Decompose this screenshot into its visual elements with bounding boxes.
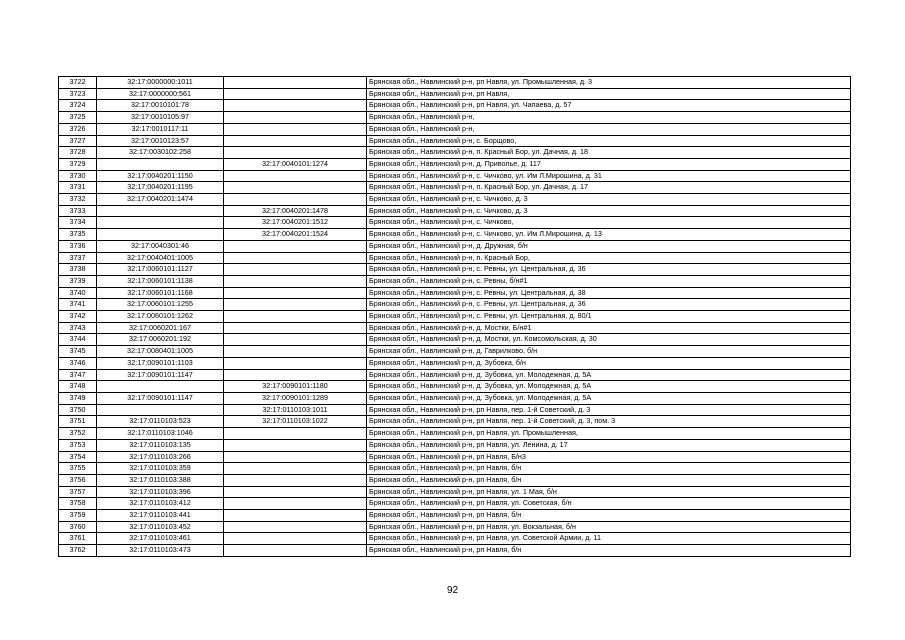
related-cadastral-number-cell bbox=[224, 287, 367, 299]
table-row bbox=[59, 217, 851, 229]
row-number-cell: 3739 bbox=[59, 275, 97, 287]
cadastral-number-cell bbox=[97, 217, 224, 229]
address-cell: Брянская обл., Навлинский р-н, с. Борщово, bbox=[367, 135, 851, 147]
table-row bbox=[59, 135, 851, 147]
table-row bbox=[59, 369, 851, 381]
related-cadastral-number-cell bbox=[224, 346, 367, 358]
related-cadastral-number-cell bbox=[224, 510, 367, 522]
table-row bbox=[59, 147, 851, 159]
table-row bbox=[59, 439, 851, 451]
table-row bbox=[59, 416, 851, 428]
address-cell: Брянская обл., Навлинский р-н, рп Навля, ул. 1 Мая, б/н bbox=[367, 486, 851, 498]
property-registry-table bbox=[58, 76, 851, 557]
row-number-cell: 3760 bbox=[59, 521, 97, 533]
table-row bbox=[59, 334, 851, 346]
table-row bbox=[59, 299, 851, 311]
related-cadastral-number-cell bbox=[224, 194, 367, 206]
cadastral-number-cell: 32:17:0060101:1255 bbox=[97, 299, 224, 311]
related-cadastral-number-cell bbox=[224, 123, 367, 135]
row-number-cell: 3731 bbox=[59, 182, 97, 194]
address-cell: Брянская обл., Навлинский р-н, рп Навля, пер. 1-й Советский, д. 3, пом. 3 bbox=[367, 416, 851, 428]
row-number-cell: 3725 bbox=[59, 112, 97, 124]
related-cadastral-number-cell bbox=[224, 322, 367, 334]
address-cell: Брянская обл., Навлинский р-н, д. Зубовка, ул. Молодежная, д. 5А bbox=[367, 381, 851, 393]
table-row bbox=[59, 451, 851, 463]
related-cadastral-number-cell bbox=[224, 545, 367, 557]
related-cadastral-number-cell bbox=[224, 334, 367, 346]
row-number-cell: 3745 bbox=[59, 346, 97, 358]
related-cadastral-number-cell bbox=[224, 264, 367, 276]
table-row bbox=[59, 287, 851, 299]
row-number-cell: 3734 bbox=[59, 217, 97, 229]
address-cell: Брянская обл., Навлинский р-н, д. Зубовка, б/н bbox=[367, 357, 851, 369]
table-row bbox=[59, 486, 851, 498]
cadastral-number-cell bbox=[97, 381, 224, 393]
related-cadastral-number-cell: 32:17:0090101:1289 bbox=[224, 392, 367, 404]
cadastral-number-cell bbox=[97, 404, 224, 416]
cadastral-number-cell: 32:17:0040201:1150 bbox=[97, 170, 224, 182]
address-cell: Брянская обл., Навлинский р-н, с. Ревны, ул. Центральная, д. 80/1 bbox=[367, 311, 851, 323]
related-cadastral-number-cell bbox=[224, 486, 367, 498]
cadastral-number-cell: 32:17:0110103:359 bbox=[97, 463, 224, 475]
row-number-cell: 3758 bbox=[59, 498, 97, 510]
related-cadastral-number-cell bbox=[224, 428, 367, 440]
address-cell: Брянская обл., Навлинский р-н, п. Красный Бор, ул. Дачная, д. 18 bbox=[367, 147, 851, 159]
row-number-cell: 3761 bbox=[59, 533, 97, 545]
cadastral-number-cell: 32:17:0110103:412 bbox=[97, 498, 224, 510]
address-cell: Брянская обл., Навлинский р-н, д. Гаврилково, б/н bbox=[367, 346, 851, 358]
row-number-cell: 3752 bbox=[59, 428, 97, 440]
address-cell: Брянская обл., Навлинский р-н, рп Навля, ул. Чапаева, д. 57 bbox=[367, 100, 851, 112]
table-row bbox=[59, 88, 851, 100]
cadastral-number-cell: 32:17:0110103:135 bbox=[97, 439, 224, 451]
related-cadastral-number-cell: 32:17:0040101:1274 bbox=[224, 158, 367, 170]
table-row bbox=[59, 357, 851, 369]
cadastral-number-cell: 32:17:0010105:97 bbox=[97, 112, 224, 124]
related-cadastral-number-cell bbox=[224, 439, 367, 451]
cadastral-number-cell: 32:17:0110103:523 bbox=[97, 416, 224, 428]
table-row bbox=[59, 182, 851, 194]
table-row bbox=[59, 510, 851, 522]
address-cell: Брянская обл., Навлинский р-н, рп Навля, ул. Вокзальная, б/н bbox=[367, 521, 851, 533]
related-cadastral-number-cell: 32:17:0110103:1011 bbox=[224, 404, 367, 416]
row-number-cell: 3733 bbox=[59, 205, 97, 217]
table-row bbox=[59, 346, 851, 358]
cadastral-number-cell: 32:17:0010123:57 bbox=[97, 135, 224, 147]
related-cadastral-number-cell bbox=[224, 463, 367, 475]
cadastral-number-cell: 32:17:0000000:561 bbox=[97, 88, 224, 100]
address-cell: Брянская обл., Навлинский р-н, рп Навля, ул. Промышленная, д. 3 bbox=[367, 77, 851, 89]
row-number-cell: 3762 bbox=[59, 545, 97, 557]
table-row bbox=[59, 474, 851, 486]
row-number-cell: 3724 bbox=[59, 100, 97, 112]
address-cell: Брянская обл., Навлинский р-н, рп Навля, ул. Промышленная, bbox=[367, 428, 851, 440]
address-cell: Брянская обл., Навлинский р-н, с. Чичково, ул. Им Л.Мирошина, д. 31 bbox=[367, 170, 851, 182]
table-row bbox=[59, 229, 851, 241]
row-number-cell: 3755 bbox=[59, 463, 97, 475]
address-cell: Брянская обл., Навлинский р-н, рп Навля, б/н bbox=[367, 545, 851, 557]
address-cell: Брянская обл., Навлинский р-н, рп Навля, б/н bbox=[367, 463, 851, 475]
table-row bbox=[59, 322, 851, 334]
row-number-cell: 3742 bbox=[59, 311, 97, 323]
row-number-cell: 3743 bbox=[59, 322, 97, 334]
cadastral-number-cell: 32:17:0090101:1147 bbox=[97, 392, 224, 404]
cadastral-number-cell: 32:17:0060201:192 bbox=[97, 334, 224, 346]
page-number: 92 bbox=[446, 585, 459, 596]
row-number-cell: 3753 bbox=[59, 439, 97, 451]
table-row bbox=[59, 205, 851, 217]
cadastral-number-cell: 32:17:0010101:78 bbox=[97, 100, 224, 112]
address-cell: Брянская обл., Навлинский р-н, д. Мостки, ул. Комсомольская, д. 30 bbox=[367, 334, 851, 346]
address-cell: Брянская обл., Навлинский р-н, с. Ревны, б/н#1 bbox=[367, 275, 851, 287]
row-number-cell: 3736 bbox=[59, 240, 97, 252]
table-row bbox=[59, 100, 851, 112]
related-cadastral-number-cell bbox=[224, 521, 367, 533]
address-cell: Брянская обл., Навлинский р-н, с. Чичково, ул. Им Л.Мирошина, д. 13 bbox=[367, 229, 851, 241]
row-number-cell: 3729 bbox=[59, 158, 97, 170]
table-row bbox=[59, 392, 851, 404]
address-cell: Брянская обл., Навлинский р-н, д. Дружная, б/н bbox=[367, 240, 851, 252]
cadastral-number-cell bbox=[97, 229, 224, 241]
related-cadastral-number-cell: 32:17:0040201:1512 bbox=[224, 217, 367, 229]
cadastral-number-cell: 32:17:0060101:1127 bbox=[97, 264, 224, 276]
address-cell: Брянская обл., Навлинский р-н, с. Чичково, bbox=[367, 217, 851, 229]
table-row bbox=[59, 77, 851, 89]
row-number-cell: 3748 bbox=[59, 381, 97, 393]
table-row bbox=[59, 404, 851, 416]
cadastral-number-cell bbox=[97, 205, 224, 217]
address-cell: Брянская обл., Навлинский р-н, д. Зубовка, ул. Молодежная, д. 5А bbox=[367, 369, 851, 381]
related-cadastral-number-cell bbox=[224, 112, 367, 124]
cadastral-number-cell: 32:17:0110103:388 bbox=[97, 474, 224, 486]
row-number-cell: 3738 bbox=[59, 264, 97, 276]
cadastral-number-cell: 32:17:0110103:396 bbox=[97, 486, 224, 498]
table-row bbox=[59, 252, 851, 264]
cadastral-number-cell: 32:17:0060101:1262 bbox=[97, 311, 224, 323]
related-cadastral-number-cell bbox=[224, 147, 367, 159]
row-number-cell: 3747 bbox=[59, 369, 97, 381]
cadastral-number-cell: 32:17:0090101:1147 bbox=[97, 369, 224, 381]
related-cadastral-number-cell: 32:17:0090101:1180 bbox=[224, 381, 367, 393]
address-cell: Брянская обл., Навлинский р-н, рп Навля, б/н bbox=[367, 510, 851, 522]
address-cell: Брянская обл., Навлинский р-н, рп Навля, ул. Советская, б/н bbox=[367, 498, 851, 510]
row-number-cell: 3728 bbox=[59, 147, 97, 159]
table-row bbox=[59, 158, 851, 170]
address-cell: Брянская обл., Навлинский р-н, bbox=[367, 123, 851, 135]
table-row bbox=[59, 194, 851, 206]
table-row bbox=[59, 428, 851, 440]
related-cadastral-number-cell bbox=[224, 498, 367, 510]
table-row bbox=[59, 311, 851, 323]
row-number-cell: 3757 bbox=[59, 486, 97, 498]
table-row bbox=[59, 112, 851, 124]
cadastral-number-cell: 32:17:0110103:452 bbox=[97, 521, 224, 533]
related-cadastral-number-cell bbox=[224, 474, 367, 486]
address-cell: Брянская обл., Навлинский р-н, п. Красный Бор, bbox=[367, 252, 851, 264]
address-cell: Брянская обл., Навлинский р-н, п. Красный Бор, ул. Дачная, д. 17 bbox=[367, 182, 851, 194]
table-row bbox=[59, 545, 851, 557]
related-cadastral-number-cell bbox=[224, 135, 367, 147]
related-cadastral-number-cell bbox=[224, 275, 367, 287]
related-cadastral-number-cell bbox=[224, 299, 367, 311]
address-cell: Брянская обл., Навлинский р-н, д. Мостки, Б/н#1 bbox=[367, 322, 851, 334]
address-cell: Брянская обл., Навлинский р-н, рп Навля, пер. 1-й Советский, д. 3 bbox=[367, 404, 851, 416]
row-number-cell: 3741 bbox=[59, 299, 97, 311]
row-number-cell: 3746 bbox=[59, 357, 97, 369]
address-cell: Брянская обл., Навлинский р-н, рп Навля, bbox=[367, 88, 851, 100]
row-number-cell: 3740 bbox=[59, 287, 97, 299]
address-cell: Брянская обл., Навлинский р-н, с. Чичково, д. 3 bbox=[367, 205, 851, 217]
related-cadastral-number-cell: 32:17:0040201:1524 bbox=[224, 229, 367, 241]
address-cell: Брянская обл., Навлинский р-н, рп Навля, ул. Советской Армии, д. 11 bbox=[367, 533, 851, 545]
related-cadastral-number-cell bbox=[224, 451, 367, 463]
address-cell: Брянская обл., Навлинский р-н, с. Чичково, д. 3 bbox=[367, 194, 851, 206]
address-cell: Брянская обл., Навлинский р-н, д. Приволье, д. 117 bbox=[367, 158, 851, 170]
table-row bbox=[59, 463, 851, 475]
table-body bbox=[59, 77, 851, 557]
related-cadastral-number-cell bbox=[224, 533, 367, 545]
row-number-cell: 3749 bbox=[59, 392, 97, 404]
row-number-cell: 3759 bbox=[59, 510, 97, 522]
address-cell: Брянская обл., Навлинский р-н, рп Навля, ул. Ленина, д. 17 bbox=[367, 439, 851, 451]
related-cadastral-number-cell: 32:17:0110103:1022 bbox=[224, 416, 367, 428]
cadastral-number-cell: 32:17:0110103:461 bbox=[97, 533, 224, 545]
related-cadastral-number-cell bbox=[224, 100, 367, 112]
row-number-cell: 3727 bbox=[59, 135, 97, 147]
cadastral-number-cell: 32:17:0000000:1011 bbox=[97, 77, 224, 89]
address-cell: Брянская обл., Навлинский р-н, с. Ревны, ул. Центральная, д. 38 bbox=[367, 287, 851, 299]
table-row bbox=[59, 123, 851, 135]
cadastral-number-cell: 32:17:0110103:473 bbox=[97, 545, 224, 557]
related-cadastral-number-cell bbox=[224, 240, 367, 252]
cadastral-number-cell: 32:17:0010117:11 bbox=[97, 123, 224, 135]
table-row bbox=[59, 240, 851, 252]
related-cadastral-number-cell bbox=[224, 369, 367, 381]
address-cell: Брянская обл., Навлинский р-н, с. Ревны, ул. Центральная, д. 36 bbox=[367, 299, 851, 311]
table-row bbox=[59, 275, 851, 287]
address-cell: Брянская обл., Навлинский р-н, bbox=[367, 112, 851, 124]
cadastral-number-cell: 32:17:0040201:1195 bbox=[97, 182, 224, 194]
cadastral-number-cell: 32:17:0060101:1138 bbox=[97, 275, 224, 287]
related-cadastral-number-cell bbox=[224, 357, 367, 369]
cadastral-number-cell: 32:17:0060101:1168 bbox=[97, 287, 224, 299]
related-cadastral-number-cell bbox=[224, 77, 367, 89]
address-cell: Брянская обл., Навлинский р-н, рп Навля, Б/н3 bbox=[367, 451, 851, 463]
cadastral-number-cell: 32:17:0090101:1103 bbox=[97, 357, 224, 369]
table-row bbox=[59, 533, 851, 545]
row-number-cell: 3730 bbox=[59, 170, 97, 182]
row-number-cell: 3735 bbox=[59, 229, 97, 241]
related-cadastral-number-cell bbox=[224, 182, 367, 194]
cadastral-number-cell bbox=[97, 158, 224, 170]
row-number-cell: 3723 bbox=[59, 88, 97, 100]
related-cadastral-number-cell bbox=[224, 170, 367, 182]
cadastral-number-cell: 32:17:0040401:1005 bbox=[97, 252, 224, 264]
cadastral-number-cell: 32:17:0080401:1005 bbox=[97, 346, 224, 358]
table-row bbox=[59, 498, 851, 510]
address-cell: Брянская обл., Навлинский р-н, с. Ревны, ул. Центральная, д. 36 bbox=[367, 264, 851, 276]
cadastral-number-cell: 32:17:0110103:1046 bbox=[97, 428, 224, 440]
row-number-cell: 3756 bbox=[59, 474, 97, 486]
row-number-cell: 3722 bbox=[59, 77, 97, 89]
cadastral-number-cell: 32:17:0040201:1474 bbox=[97, 194, 224, 206]
cadastral-number-cell: 32:17:0110103:266 bbox=[97, 451, 224, 463]
table-row bbox=[59, 264, 851, 276]
row-number-cell: 3751 bbox=[59, 416, 97, 428]
cadastral-number-cell: 32:17:0040301:46 bbox=[97, 240, 224, 252]
related-cadastral-number-cell bbox=[224, 88, 367, 100]
related-cadastral-number-cell: 32:17:0040201:1478 bbox=[224, 205, 367, 217]
table-row bbox=[59, 381, 851, 393]
row-number-cell: 3754 bbox=[59, 451, 97, 463]
address-cell: Брянская обл., Навлинский р-н, д. Зубовка, ул. Молодежная, д. 5А bbox=[367, 392, 851, 404]
cadastral-number-cell: 32:17:0060201:167 bbox=[97, 322, 224, 334]
cadastral-number-cell: 32:17:0110103:441 bbox=[97, 510, 224, 522]
row-number-cell: 3737 bbox=[59, 252, 97, 264]
row-number-cell: 3744 bbox=[59, 334, 97, 346]
address-cell: Брянская обл., Навлинский р-н, рп Навля, б/н bbox=[367, 474, 851, 486]
row-number-cell: 3750 bbox=[59, 404, 97, 416]
row-number-cell: 3732 bbox=[59, 194, 97, 206]
row-number-cell: 3726 bbox=[59, 123, 97, 135]
table-row bbox=[59, 521, 851, 533]
related-cadastral-number-cell bbox=[224, 252, 367, 264]
related-cadastral-number-cell bbox=[224, 311, 367, 323]
table-row bbox=[59, 170, 851, 182]
cadastral-number-cell: 32:17:0030102:258 bbox=[97, 147, 224, 159]
